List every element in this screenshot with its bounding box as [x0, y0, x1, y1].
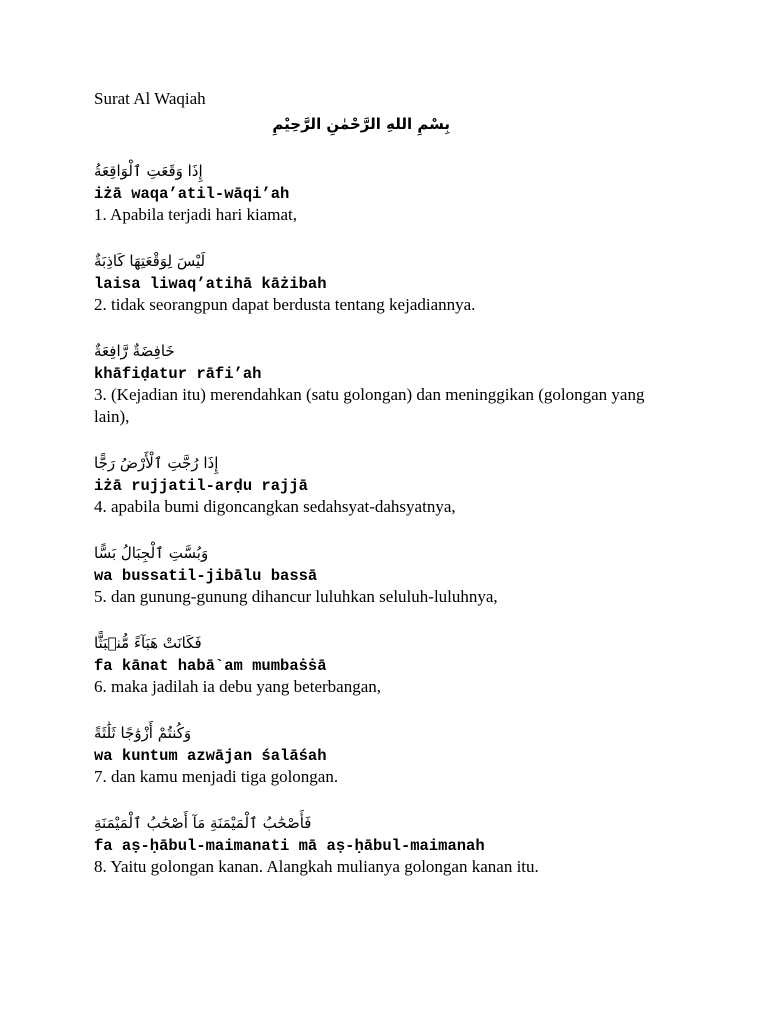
verse-translation: 2. tidak seorangpun dapat berdusta tentang kejadiannya. [94, 295, 476, 314]
verse-translation: 7. dan kamu menjadi tiga golongan. [94, 767, 339, 786]
verse-transliteration: iżā rujjatil-arḍu rajjā [94, 477, 308, 495]
verse-transliteration: iżā waqa’atil-wāqi’ah [94, 185, 290, 203]
verse-block-7 [94, 720, 654, 788]
verse-arabic: فَكَانَتْ هَبَآءً مُّنۢبَثًّا [94, 634, 202, 652]
verse-arabic: وَبُسَّتِ ٱلْجِبَالُ بَسًّا [94, 544, 209, 562]
verse-arabic: خَافِضَةٌ رَّافِعَةٌ [94, 342, 175, 360]
verse-transliteration: wa bussatil-jibālu bassā [94, 567, 318, 585]
document-title: Surat Al Waqiah [94, 89, 206, 108]
verse-translation: 1. Apabila terjadi hari kiamat, [94, 205, 297, 224]
verse-arabic: إِذَا وَقَعَتِ ٱلْوَاقِعَةُ [94, 162, 203, 180]
verse-block-3 [94, 338, 654, 428]
verse-translation: 8. Yaitu golongan kanan. Alangkah mulianya golongan kanan itu. [94, 857, 539, 876]
verse-transliteration: khāfiḍatur rāfi’ah [94, 365, 262, 383]
verse-translation: 4. apabila bumi digoncangkan sedahsyat-dahsyatnya, [94, 497, 456, 516]
verse-arabic: إِذَا رُجَّتِ ٱلْأَرْضُ رَجًّا [94, 454, 219, 472]
verse-block-2 [94, 248, 654, 316]
verse-translation: 3. (Kejadian itu) merendahkan (satu golongan) dan meninggikan (golongan yang lain), [94, 385, 645, 426]
verse-block-5 [94, 540, 654, 608]
verse-translation: 5. dan gunung-gunung dihancur luluhkan seluluh-luluhnya, [94, 587, 498, 606]
verse-arabic: لَيْسَ لِوَقْعَتِهَا كَاذِبَةٌ [94, 252, 206, 270]
verse-transliteration: fa aṣ-ḥābul-maimanati mā aṣ-ḥābul-maimanah [94, 837, 485, 855]
verse-block-8 [94, 810, 654, 878]
basmala-text: بِسْمِ اللهِ الرَّحْمٰنِ الرَّحِيْمِ [272, 115, 450, 133]
verse-arabic: فَأَصْحَٰبُ ٱلْمَيْمَنَةِ مَآ أَصْحَٰبُ ٱلْمَيْمَنَةِ [94, 814, 312, 832]
verse-block-6 [94, 630, 654, 698]
verse-block-1 [94, 158, 654, 226]
verse-transliteration: wa kuntum azwājan śalāśah [94, 747, 327, 765]
verse-transliteration: laisa liwaq’atihā kāżibah [94, 275, 327, 293]
verse-arabic: وَكُنتُمْ أَزْوَٰجًا ثَلَٰثَةً [94, 724, 192, 742]
verse-block-4 [94, 450, 654, 518]
verse-translation: 6. maka jadilah ia debu yang beterbangan, [94, 677, 381, 696]
verse-transliteration: fa kānat habā`am mumbaṡṡā [94, 657, 327, 675]
